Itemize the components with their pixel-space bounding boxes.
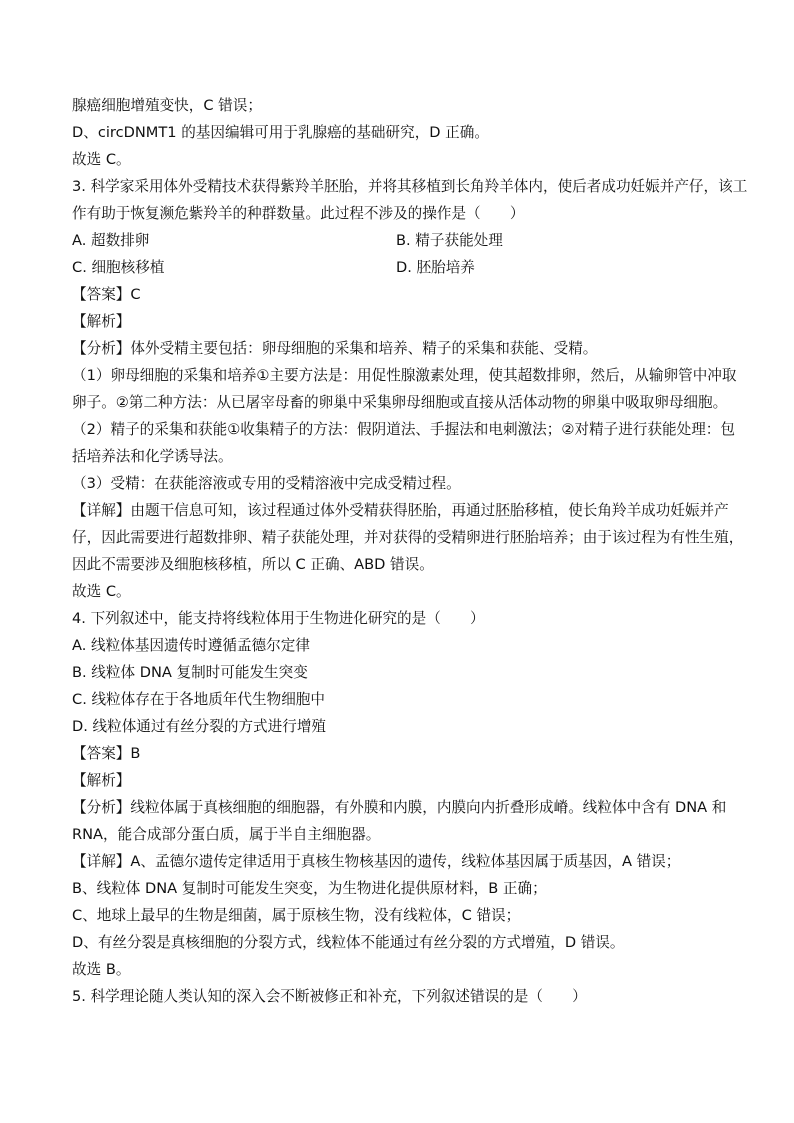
analysis-text: 括培养法和化学诱导法。 xyxy=(72,448,233,465)
detail-text: 【详解】A、孟德尔遗传定律适用于真核生物核基因的遗传，线粒体基因属于质基因，A 错误； xyxy=(72,853,681,870)
analysis-label: 【解析】 xyxy=(72,772,131,789)
analysis-label: 【解析】 xyxy=(72,313,131,330)
analysis-text: 【分析】线粒体属于真核细胞的细胞器，有外膜和内膜，内膜向内折叠形成嵴。线粒体中含有 DNA 和 xyxy=(72,799,727,816)
question-5-stem: 5. 科学理论随人类认知的深入会不断被修正和补充，下列叙述错误的是（ ） xyxy=(72,988,587,1005)
text-line: 故选 C。 xyxy=(72,583,131,600)
detail-text: C、地球上最早的生物是细菌，属于原核生物，没有线粒体，C 错误； xyxy=(72,907,521,924)
analysis-text: （2）精子的采集和获能①收集精子的方法：假阴道法、手握法和电刺激法；②对精子进行获能处理：包 xyxy=(72,421,735,438)
analysis-text: RNA，能合成部分蛋白质，属于半自主细胞器。 xyxy=(72,826,381,843)
detail-text: 【详解】由题干信息可知，该过程通过体外受精获得胚胎，再通过胚胎移植，使长角羚羊成功妊娠并产 xyxy=(72,502,729,519)
option-b: B. 线粒体 DNA 复制时可能发生突变 xyxy=(72,664,308,681)
analysis-text: （3）受精：在获能溶液或专用的受精溶液中完成受精过程。 xyxy=(72,475,461,492)
answer-label: 【答案】C xyxy=(72,286,141,303)
text-line: 腺癌细胞增殖变快，C 错误； xyxy=(72,97,262,114)
option-c: C. 细胞核移植 xyxy=(72,259,165,276)
option-a: A. 线粒体基因遗传时遵循孟德尔定律 xyxy=(72,637,310,654)
question-3-stem: 作有助于恢复濒危紫羚羊的种群数量。此过程不涉及的操作是（ ） xyxy=(72,205,525,222)
analysis-text: 卵子。②第二种方法：从已屠宰母畜的卵巢中采集卵母细胞或直接从活体动物的卵巢中吸取卵母细胞。 xyxy=(72,394,728,411)
detail-text: B、线粒体 DNA 复制时可能发生突变，为生物进化提供原材料，B 正确； xyxy=(72,880,547,897)
detail-text: 因此不需要涉及细胞核移植，所以 C 正确、ABD 错误。 xyxy=(72,556,434,573)
question-3-stem: 3. 科学家采用体外受精技术获得紫羚羊胚胎，并将其移植到长角羚羊体内，使后者成功妊娠并产仔，该工 xyxy=(72,178,748,195)
option-d: D. 胚胎培养 xyxy=(396,259,475,276)
answer-label: 【答案】B xyxy=(72,745,141,762)
detail-text: 仔，因此需要进行超数排卵、精子获能处理，并对获得的受精卵进行胚胎培养；由于该过程为有性生殖， xyxy=(72,529,744,546)
text-line: 故选 C。 xyxy=(72,151,131,168)
text-line: 故选 B。 xyxy=(72,961,131,978)
option-b: B. 精子获能处理 xyxy=(396,232,503,249)
option-a: A. 超数排卵 xyxy=(72,232,150,249)
detail-text: D、有丝分裂是真核细胞的分裂方式，线粒体不能通过有丝分裂的方式增殖，D 错误。 xyxy=(72,934,625,951)
question-4-stem: 4. 下列叙述中，能支持将线粒体用于生物进化研究的是（ ） xyxy=(72,610,485,627)
analysis-text: 【分析】体外受精主要包括：卵母细胞的采集和培养、精子的采集和获能、受精。 xyxy=(72,340,598,357)
option-d: D. 线粒体通过有丝分裂的方式进行增殖 xyxy=(72,718,327,735)
analysis-text: （1）卵母细胞的采集和培养①主要方法是：用促性腺激素处理，使其超数排卵，然后，从输卵管中冲取 xyxy=(72,367,737,384)
option-c: C. 线粒体存在于各地质年代生物细胞中 xyxy=(72,691,325,708)
text-line: D、circDNMT1 的基因编辑可用于乳腺癌的基础研究，D 正确。 xyxy=(72,124,489,141)
